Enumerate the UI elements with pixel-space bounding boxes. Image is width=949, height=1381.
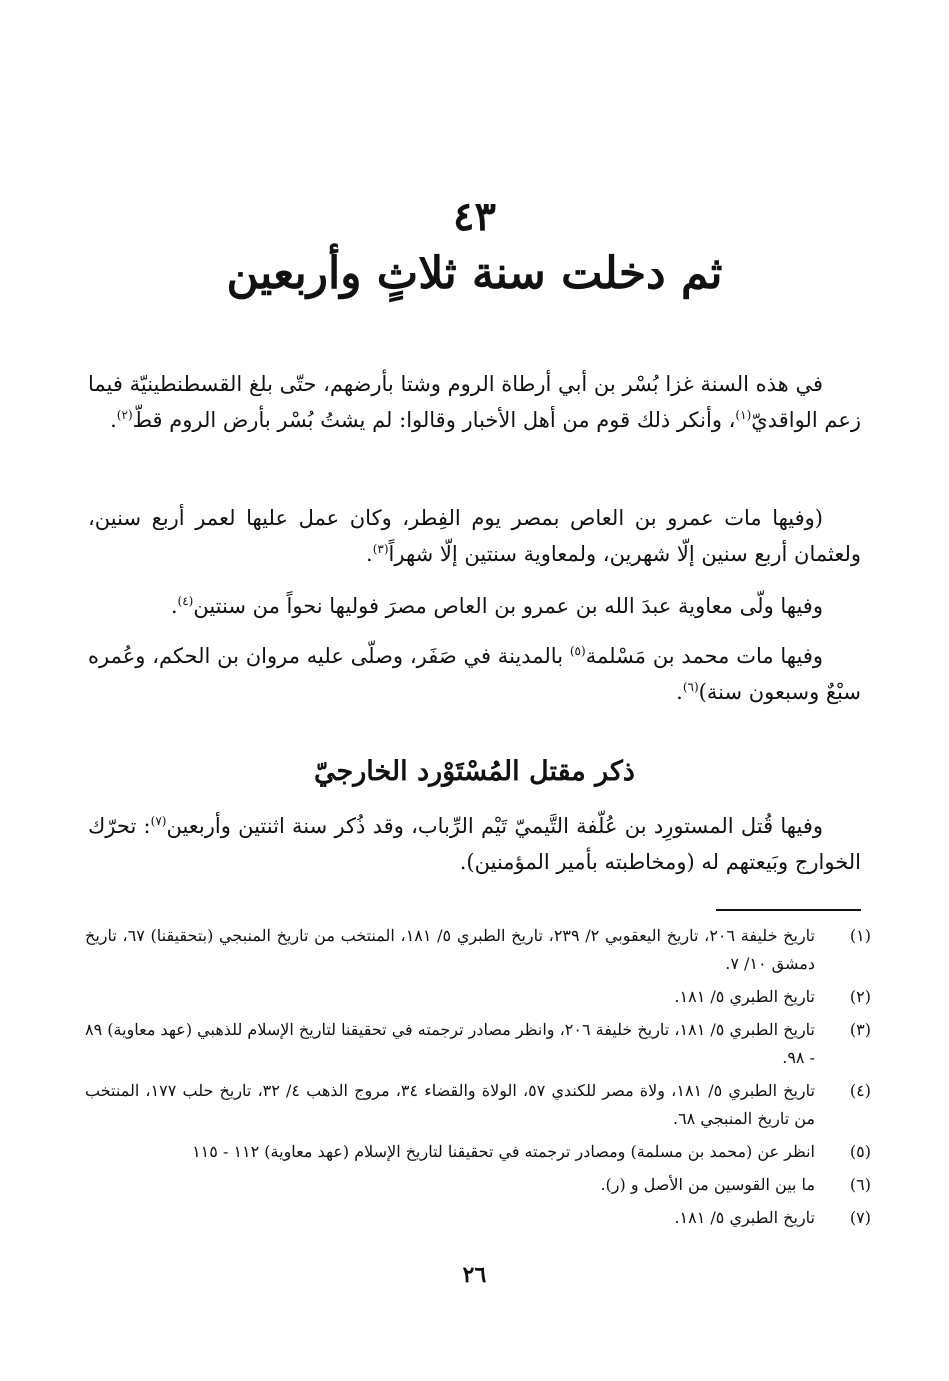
footnote-item bbox=[85, 1138, 871, 1166]
footnote-ref-4: (٤) bbox=[177, 594, 194, 608]
section-paragraph bbox=[88, 808, 861, 880]
footnote-number: (٣) bbox=[849, 1020, 871, 1039]
footnote-item bbox=[85, 922, 871, 978]
paragraph-text: وفيها ولّى معاوية عبدَ الله بن عمرو بن العاص مصرَ فوليها نحواً من سنتين bbox=[193, 594, 823, 618]
paragraph-text: بالمدينة في صَفَر، وصلّى عليه مروان بن الحكم، وعُمره سبْعٌ وسبعون سنة) bbox=[88, 644, 861, 704]
footnote-text: تاريخ الطبري ٥/ ١٨١، تاريخ خليفة ٢٠٦، وانظر مصادر ترجمته في تحقيقنا لتاريخ الإسلام للذهبي (عهد معاوية) ٨٩ - ٩٨. bbox=[84, 1020, 815, 1067]
footnote-ref-7: (٧) bbox=[150, 814, 167, 828]
paragraph-text: ، وأنكر ذلك قوم من أهل الأخبار وقالوا: لم يشتُ بُسْر بأرض الروم قطّ bbox=[132, 408, 736, 432]
footnote-item bbox=[85, 1204, 871, 1232]
footnote-text: انظر عن (محمد بن مسلمة) ومصادر ترجمته في تحقيقنا لتاريخ الإسلام (عهد معاوية) ١١٢ - ١١٥ bbox=[192, 1142, 815, 1161]
footnote-text: ما بين القوسين من الأصل و (ر). bbox=[600, 1175, 815, 1194]
paragraph-text: . bbox=[110, 408, 117, 432]
footnote-ref-6: (٦) bbox=[682, 680, 699, 694]
page-number: ٢٦ bbox=[462, 1262, 487, 1288]
chapter-title: ثم دخلت سنة ثلاثٍ وأربعين bbox=[226, 248, 723, 299]
footnote-number: (٧) bbox=[849, 1208, 871, 1227]
footnote-text: تاريخ الطبري ٥/ ١٨١. bbox=[674, 1208, 815, 1227]
section-title: ذكر مقتل المُسْتَوْرد الخارجيّ bbox=[314, 756, 635, 787]
paragraph-text: (وفيها مات عمرو بن العاص بمصر يوم الفِطر، وكان عمل عليها لعمر أربع سنين، ولعثمان أربع سنين إلّا شهرين، ولمعاوية سنتين إلّا شهراً bbox=[88, 506, 861, 566]
footnote-item bbox=[85, 1171, 871, 1199]
paragraph-text: : تحرّك الخوارج وبَيعتهم له (ومخاطبته بأمير المؤمنين). bbox=[88, 814, 861, 874]
footnote-number: (٤) bbox=[849, 1081, 871, 1100]
paragraph-1 bbox=[88, 366, 861, 438]
paragraph-text: . bbox=[366, 542, 373, 566]
paragraph-text: وفيها قُتل المستورِد بن عُلّفة التَّيميّ تَيْم الرِّباب، وقد ذُكر سنة اثنتين وأربعين bbox=[166, 814, 824, 838]
chapter-number: ٤٣ bbox=[453, 193, 496, 240]
paragraph-text: وفيها مات محمد بن مَسْلمة bbox=[585, 644, 823, 668]
footnote-text: تاريخ الطبري ٥/ ١٨١. bbox=[674, 987, 815, 1006]
paragraph-4 bbox=[88, 638, 861, 710]
footnote-ref-2: (٢) bbox=[116, 408, 133, 422]
paragraph-text: . bbox=[170, 594, 178, 618]
footnote-item bbox=[85, 1016, 871, 1072]
footnote-ref-3: (٣) bbox=[372, 542, 389, 556]
paragraph-text: . bbox=[676, 680, 683, 704]
paragraph-text: في هذه السنة غزا بُسْر بن أبي أرطاة الروم وشتا بأرضهم، حتّى بلغ القسطنطينيّة فيما زعم الواقديّ bbox=[88, 372, 861, 432]
footnote-item bbox=[85, 1077, 871, 1133]
footnote-number: (٢) bbox=[849, 987, 871, 1006]
footnote-number: (١) bbox=[849, 926, 871, 945]
footnote-ref-1: (١) bbox=[735, 408, 752, 422]
paragraph-3 bbox=[88, 588, 861, 624]
footnote-divider bbox=[716, 909, 861, 911]
paragraph-2 bbox=[88, 500, 861, 572]
footnote-number: (٦) bbox=[849, 1175, 871, 1194]
footnote-text: تاريخ الطبري ٥/ ١٨١، ولاة مصر للكندي ٥٧، الولاة والقضاء ٣٤، مروج الذهب ٤/ ٣٢، تاريخ حلب ١٧٧، المنتخب من تاريخ المنبجي ٦٨. bbox=[85, 1081, 815, 1128]
footnote-text: تاريخ خليفة ٢٠٦، تاريخ اليعقوبي ٢/ ٢٣٩، تاريخ الطبري ٥/ ١٨١، المنتخب من تاريخ المنبجي (بتحقيقنا) ٦٧، تاريخ دمشق ١٠/ ٧. bbox=[85, 926, 815, 973]
footnote-number: (٥) bbox=[849, 1142, 871, 1161]
footnote-ref-5: (٥) bbox=[569, 644, 586, 658]
footnotes-list bbox=[85, 922, 871, 1237]
footnote-item bbox=[85, 983, 871, 1011]
